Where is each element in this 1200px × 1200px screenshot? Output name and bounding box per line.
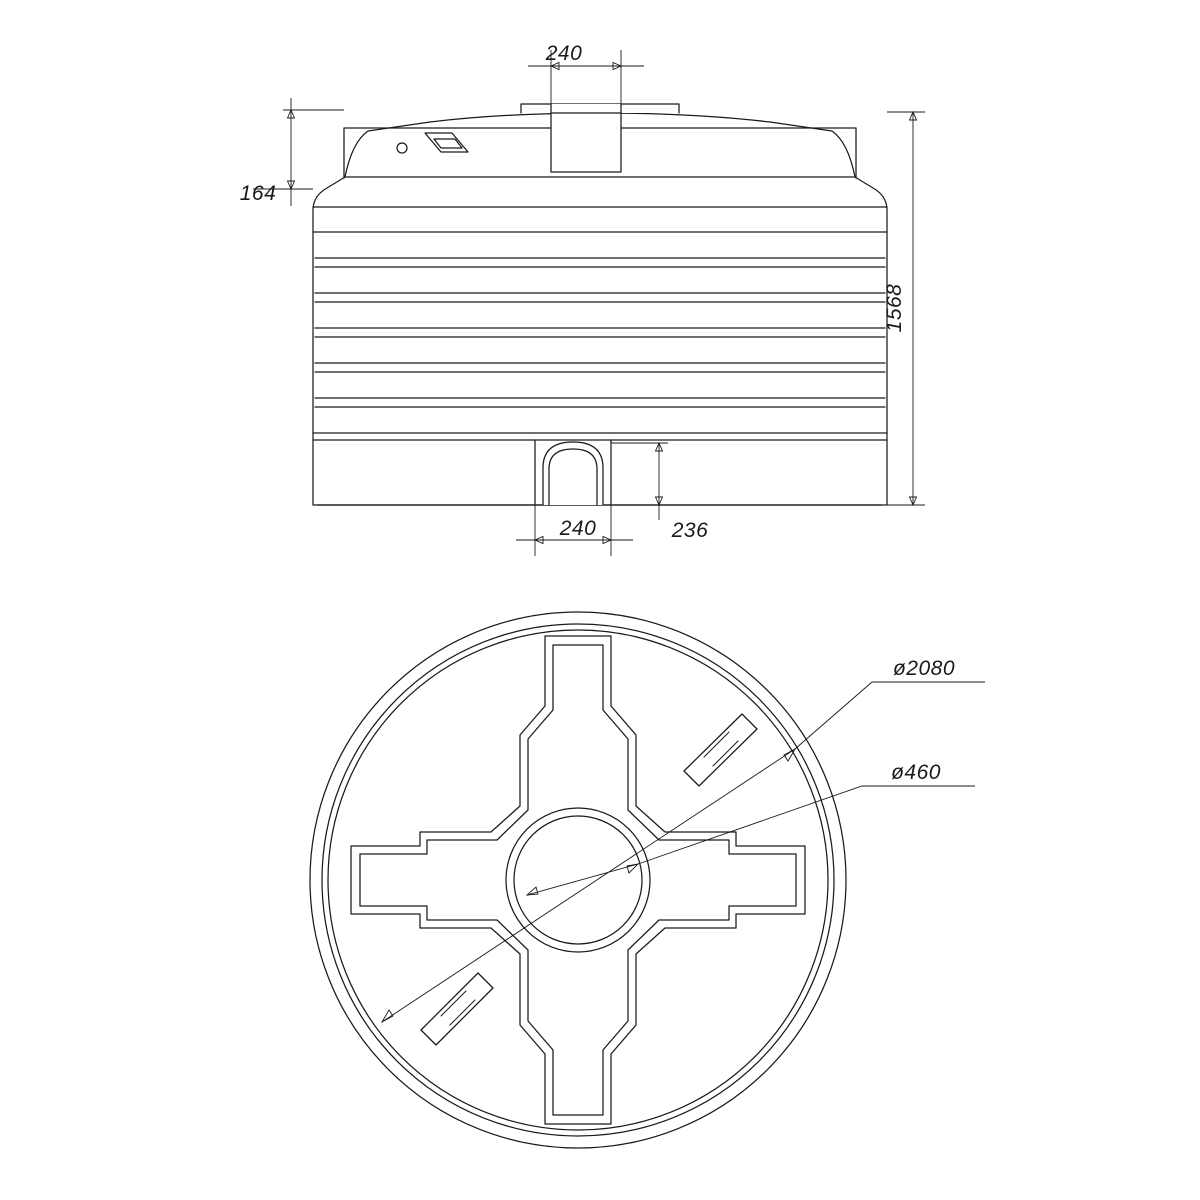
dim-label-outlet-height: 236 xyxy=(671,519,709,542)
dimension-top-neck-width xyxy=(528,42,644,104)
dim-label-overall-height: 1568 xyxy=(883,283,906,333)
dim-label-manhole-diameter: ø460 xyxy=(891,761,941,784)
dimension-overall-height xyxy=(883,112,925,505)
top-plan-view xyxy=(310,612,985,1148)
dim-label-tank-diameter: ø2080 xyxy=(892,657,956,680)
dim-label-lid-height: 164 xyxy=(239,182,277,205)
filler-neck xyxy=(551,104,621,172)
front-elevation-view xyxy=(240,42,925,556)
dimension-outlet-width xyxy=(516,505,633,556)
manhole-outer-circle xyxy=(506,808,650,952)
leader-elbow-tank-diameter xyxy=(795,682,985,749)
outlet-sump-outline xyxy=(543,442,603,505)
dim-label-top-neck-width: 240 xyxy=(545,42,583,65)
dim-label-outlet-width: 240 xyxy=(559,517,597,540)
